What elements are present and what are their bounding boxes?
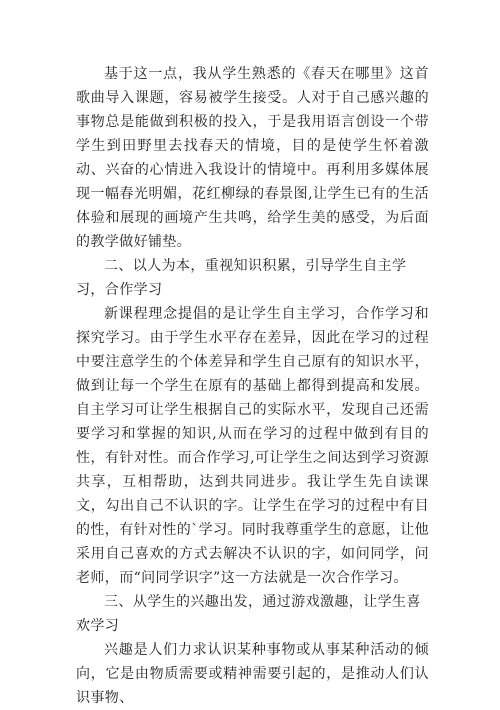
document-body [76, 62, 429, 710]
paragraph-interest: 兴趣是人们力求认识某种事物或从事某种活动的倾向，它是由物质需要或精神需要引起的，是推动人们认识事物、 [76, 642, 429, 706]
paragraph-intro: 基于这一点，我从学生熟悉的《春天在哪里》这首歌曲导入课题，容易被学生接受。人对于自己感兴趣的事物总是能做到积极的投入，于是我用语言创设一个带学生到田野里去找春天的情境，目的是使学生怀着激动、兴奋的心情进入我设计的情境中。再利用多媒体展现一幅春光明媚，花红柳绿的春景图,让学生已有的生活体验和展现的画境产生共鸣，给学生美的感受，为后面的教学做好铺垫。 [76, 66, 429, 250]
section-heading-3: 三、从学生的兴趣出发，通过游戏激趣，让学生喜欢学习 [76, 594, 421, 634]
section-heading-2: 二、以人为本，重视知识积累，引导学生自主学习，合作学习 [76, 258, 407, 298]
paragraph-cooperative-learning: 新课程理念提倡的是让学生自主学习，合作学习和探究学习。由于学生水平存在差异，因此在学习的过程中要注意学生的个体差异和学生自己原有的知识水平，做到让每一个学生在原有的基础上都得到提高和发展。自主学习可让学生根据自己的实际水平，发现自己还需要学习和掌握的知识,从而在学习的过程中做到有目的性，有针对性。而合作学习,可让学生之间达到学习资源共享，互相帮助，达到共同进步。我让学生先自读课文，勾出自己不认识的字。让学生在学习的过程中有目的性，有针对性的`学习。同时我尊重学生的意愿，让他采用自己喜欢的方式去解决不认识的字，如问同学，问老师，而“问同学识字”这一方法就是一次合作学习。 [76, 306, 429, 586]
